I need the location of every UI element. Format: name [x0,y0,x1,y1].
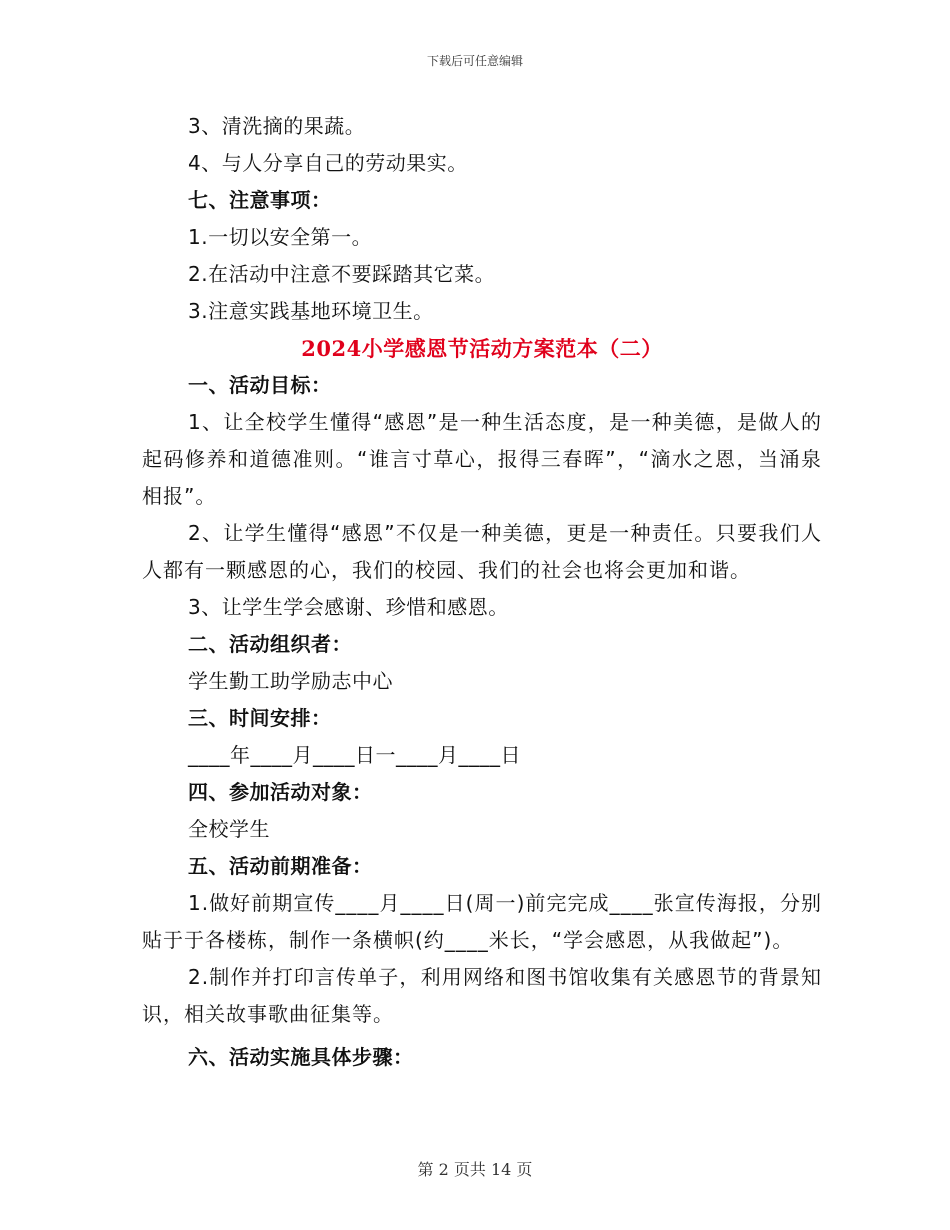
page-footer: 第 2 页共 14 页 [417,1160,533,1179]
paragraph: ____年____月____日一____月____日 [188,743,521,767]
section-heading: 三、时间安排： [188,706,332,730]
paragraph: 学生勤工助学励志中心 [188,669,393,693]
paragraph: 2、让学生懂得“感恩”不仅是一种美德，更是一种责任。只要我们人人都有一颗感恩的心，我们的校园、我们的社会也将会更加和谐。 [142,521,822,582]
list-item: 2.在活动中注意不要踩踏其它菜。 [188,262,496,286]
paragraph: 全校学生 [188,817,270,841]
document-body [142,108,822,1076]
paragraph: 2.制作并打印言传单子，利用网络和图书馆收集有关感恩节的背景知识，相关故事歌曲征集等。 [142,965,822,1026]
list-item: 4、与人分享自己的劳动果实。 [188,151,468,175]
paragraph: 1、让全校学生懂得“感恩”是一种生活态度，是一种美德，是做人的起码修养和道德准则。“谁言寸草心，报得三春晖”，“滴水之恩，当涌泉相报”。 [142,410,822,508]
document-title: 2024小学感恩节活动方案范本（二） [301,336,663,361]
paragraph: 3、让学生学会感谢、珍惜和感恩。 [188,595,509,619]
section-heading: 七、注意事项： [188,188,332,212]
list-item: 3、清洗摘的果蔬。 [188,114,366,138]
paragraph: 1.做好前期宣传____月____日(周一)前完完成____张宣传海报，分别贴于于各楼栋，制作一条横帜(约____米长，“学会感恩，从我做起”)。 [142,891,822,952]
section-heading: 一、活动目标： [188,373,332,397]
page-header: 下载后可任意编辑 [426,54,523,68]
section-heading: 二、活动组织者： [188,632,352,656]
section-heading: 六、活动实施具体步骤： [188,1045,414,1069]
section-heading: 四、参加活动对象： [188,780,373,804]
list-item: 3.注意实践基地环境卫生。 [188,299,434,323]
list-item: 1.一切以安全第一。 [188,225,373,249]
section-heading: 五、活动前期准备： [188,854,373,878]
